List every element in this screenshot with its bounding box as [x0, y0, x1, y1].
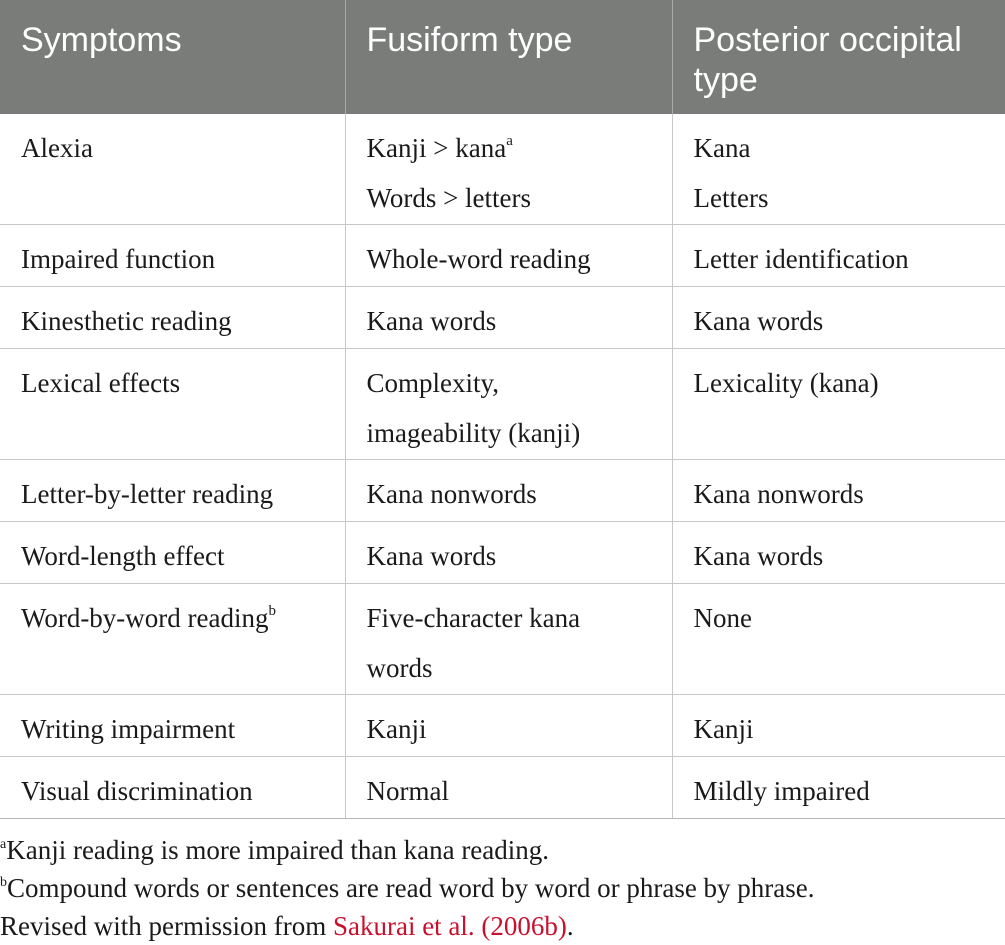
cell-symptom: Lexical effects — [0, 349, 345, 460]
header-symptoms: Symptoms — [21, 21, 182, 59]
footnote-mark: b — [0, 875, 7, 890]
table-footnotes — [0, 819, 1005, 945]
cell-occipital: None — [672, 584, 1005, 695]
fusiform-text: Words > letters — [366, 183, 532, 213]
footnote-mark-b: b — [268, 603, 276, 619]
cell-symptom: Word-length effect — [0, 522, 345, 584]
table-row — [0, 757, 1005, 819]
cell-occipital — [672, 114, 1005, 225]
table-row — [0, 349, 1005, 460]
cell-symptom: Impaired function — [0, 225, 345, 287]
footnote-a — [0, 831, 1005, 869]
cell-fusiform: Kana nonwords — [345, 460, 672, 522]
cell-occipital: Mildly impaired — [672, 757, 1005, 819]
fusiform-text: Five-character kana — [366, 603, 581, 633]
cell-fusiform: Whole-word reading — [345, 225, 672, 287]
cell-fusiform: Normal — [345, 757, 672, 819]
table-row — [0, 695, 1005, 757]
source-note — [0, 907, 1005, 945]
footnote-text: Kanji reading is more impaired than kana reading. — [6, 835, 550, 865]
cell-fusiform: Kanji — [345, 695, 672, 757]
cell-occipital: Letter identification — [672, 225, 1005, 287]
fusiform-text: Complexity, — [366, 368, 499, 398]
source-prefix: Revised with permission from — [0, 911, 333, 941]
symptom-text: Word-by-word reading — [21, 603, 269, 633]
footnote-mark-a: a — [506, 133, 513, 149]
fusiform-text: words — [366, 653, 433, 683]
table-header — [0, 0, 1005, 114]
cell-occipital: Kana words — [672, 287, 1005, 349]
cell-symptom: Writing impairment — [0, 695, 345, 757]
cell-symptom: Kinesthetic reading — [0, 287, 345, 349]
occipital-text: Letters — [693, 183, 769, 213]
cell-fusiform — [345, 349, 672, 460]
cell-occipital: Kanji — [672, 695, 1005, 757]
fusiform-text: Kanji > kana — [366, 133, 507, 163]
cell-fusiform: Kana words — [345, 522, 672, 584]
source-suffix: . — [566, 911, 574, 941]
header-row — [0, 0, 1005, 114]
table-row — [0, 225, 1005, 287]
table-row — [0, 584, 1005, 695]
header-fusiform-type: Fusiform type — [345, 0, 672, 114]
symptom-text: Alexia — [21, 133, 93, 163]
cell-line — [367, 123, 662, 173]
footnote-b — [0, 869, 1005, 907]
cell-symptom — [0, 114, 345, 225]
footnote-text: Compound words or sentences are read word by word or phrase by phrase. — [7, 873, 815, 903]
fusiform-text: imageability (kanji) — [366, 418, 581, 448]
header-posterior-occipital-type: Posterior occipital type — [672, 0, 1005, 114]
cell-occipital: Lexicality (kana) — [672, 349, 1005, 460]
cell-fusiform: Kana words — [345, 287, 672, 349]
table-row — [0, 460, 1005, 522]
cell-occipital: Kana nonwords — [672, 460, 1005, 522]
cell-fusiform — [345, 114, 672, 225]
cell-occipital: Kana words — [672, 522, 1005, 584]
table-row — [0, 522, 1005, 584]
cell-symptom: Visual discrimination — [0, 757, 345, 819]
cell-symptom: Letter-by-letter reading — [0, 460, 345, 522]
footnote-mark: a — [0, 837, 7, 852]
table-row — [0, 114, 1005, 225]
table-row — [0, 287, 1005, 349]
cell-fusiform — [345, 584, 672, 695]
occipital-text: Kana — [693, 133, 751, 163]
table-body — [0, 114, 1005, 819]
citation-link[interactable]: Sakurai et al. (2006b) — [332, 911, 567, 941]
cell-symptom — [0, 584, 345, 695]
